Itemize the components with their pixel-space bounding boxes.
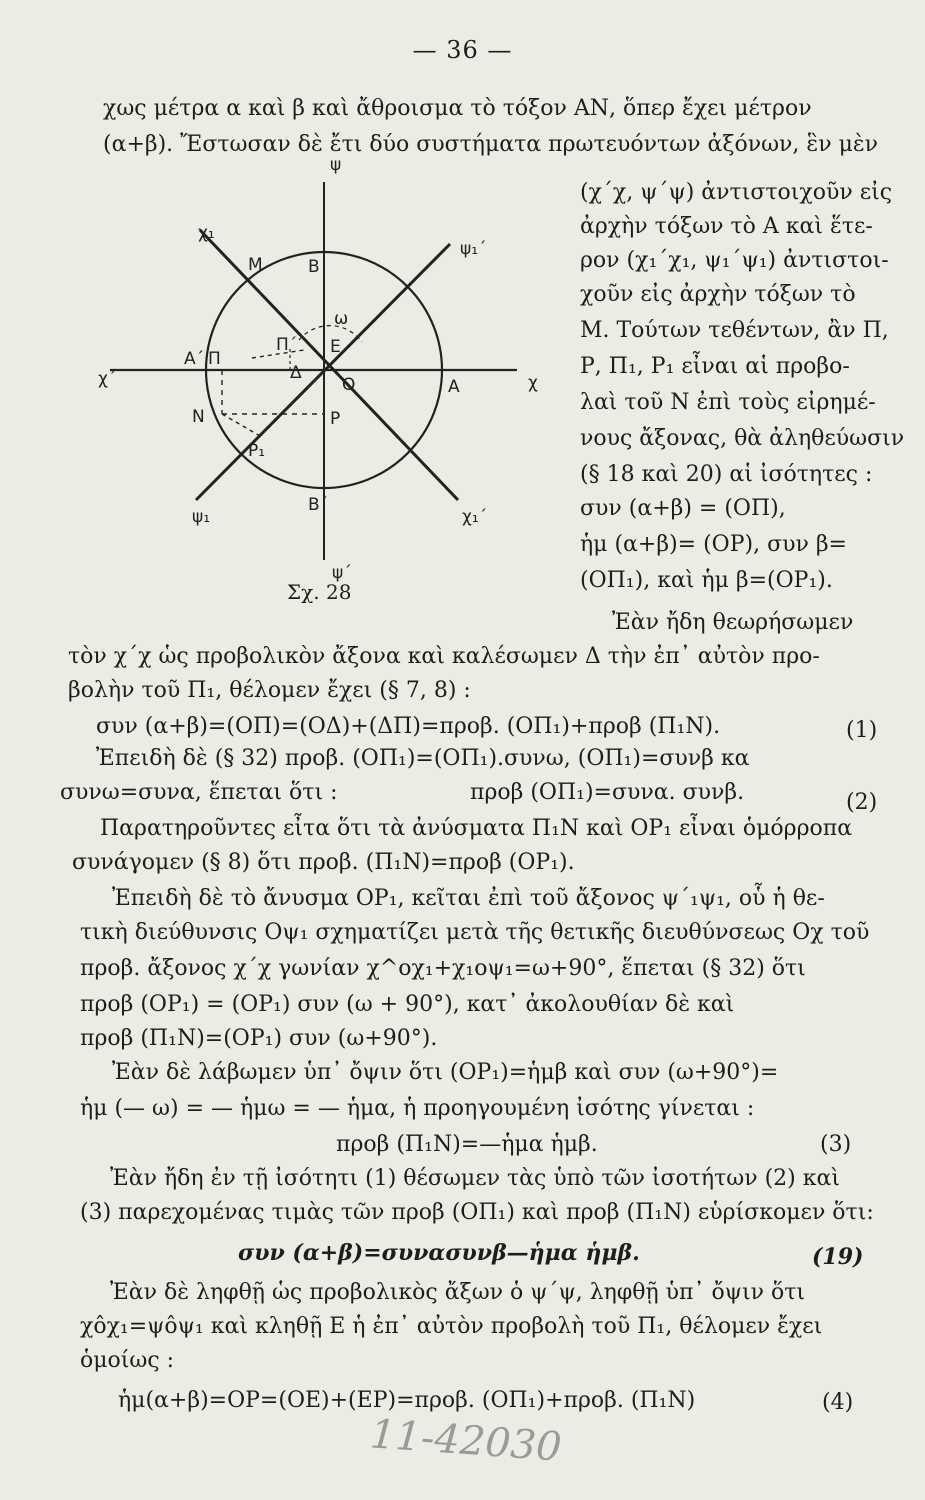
text-line: προβ (ΟΡ₁) = (ΟΡ₁) συν (ω + 90°), κατ᾽ ἀκολουθίαν δὲ καὶ xyxy=(80,992,735,1017)
side-text-line: Ρ, Π₁, Ρ₁ εἶναι αἱ προβο- xyxy=(580,354,850,379)
label-omega: ω xyxy=(334,309,349,329)
label-P: Ρ xyxy=(330,409,341,429)
equation-line: προβ (ΟΠ₁)=συνα. συνβ. xyxy=(470,780,745,805)
label-B-prime: Β΄ xyxy=(308,495,329,515)
label-chi-prime: χ΄ xyxy=(98,369,117,389)
equation-line: προβ (Π₁Ν)=—ἡμα ἡμβ. xyxy=(336,1132,598,1157)
equation-number: (2) xyxy=(846,790,878,815)
text-line: προβ (Π₁Ν)=(ΟΡ₁) συν (ω+90°). xyxy=(80,1026,438,1051)
equation-number: (3) xyxy=(820,1132,852,1157)
text-line: βολὴν τοῦ Π₁, θέλομεν ἔχει (§ 7, 8) : xyxy=(68,678,471,703)
figure-caption: Σχ. 28 xyxy=(287,580,352,604)
equation-number: (19) xyxy=(812,1244,864,1270)
text-line: Ἐὰν δὲ ληφθῇ ὡς προβολικὸς ἄξων ὁ ψ΄ψ, ληφθῇ ὑπ᾽ ὄψιν ὅτι xyxy=(110,1280,806,1305)
equation-number: (1) xyxy=(846,718,878,743)
label-A: Α xyxy=(448,377,460,397)
equation-number: (4) xyxy=(822,1390,854,1415)
projection-N-P1 xyxy=(222,414,260,436)
text-line: Ἐὰν ἤδη ἐν τῇ ἰσότητι (1) θέσωμεν τὰς ὑπὸ τῶν ἰσοτήτων (2) καὶ xyxy=(110,1166,840,1191)
side-text-line: λαὶ τοῦ Ν ἐπὶ τοὺς εἰρημέ- xyxy=(580,390,876,415)
label-N: Ν xyxy=(192,407,205,427)
label-Delta: Δ xyxy=(290,363,302,383)
text-line: Παρατηροῦντες εἶτα ὅτι τὰ ἀνύσματα Π₁Ν καὶ ΟΡ₁ εἶναι ὁμόρροπα xyxy=(100,816,853,841)
text-line: (α+β). Ἔστωσαν δὲ ἔτι δύο συστήματα πρωτευόντων ἀξόνων, ἓν μὲν xyxy=(103,132,879,157)
label-Pi: Π xyxy=(208,349,221,369)
equation-line: ἡμ(α+β)=ΟΡ=(ΟΕ)+(ΕΡ)=προβ. (ΟΠ₁)+προβ. (Π₁Ν) xyxy=(118,1388,696,1413)
text-line: Ἐὰν ἤδη θεωρήσωμεν xyxy=(612,610,854,635)
side-text-line: συν (α+β) = (ΟΠ), xyxy=(580,496,786,521)
side-text-line: (§ 18 καὶ 20) αἱ ἰσότητες : xyxy=(580,462,873,487)
label-A-prime: Α΄ xyxy=(184,349,205,369)
text-line: τικὴ διεύθυνσις Οψ₁ σχηματίζει μετὰ τῆς θετικῆς διευθύνσεως Οχ τοῦ xyxy=(80,920,870,945)
side-text-line: ρον (χ₁΄χ₁, ψ₁΄ψ₁) ἀντιστοι- xyxy=(580,248,889,273)
pencil-note: 11-42030 xyxy=(368,1411,564,1471)
label-M: Μ xyxy=(248,255,263,275)
side-text-line: ἀρχὴν τόξων τὸ Α καὶ ἕτε- xyxy=(580,214,873,239)
label-psi1-prime: ψ₁΄ xyxy=(460,239,487,259)
label-psi-prime: ψ΄ xyxy=(332,563,352,583)
text-line: προβ. ἄξονος χ΄χ γωνίαν χ^οχ₁+χ₁οψ₁=ω+90°, ἕπεται (§ 32) ὅτι xyxy=(80,956,806,981)
text-line: Ἐὰν δὲ λάβωμεν ὑπ᾽ ὄψιν ὅτι (ΟΡ₁)=ἡμβ καὶ συν (ω+90°)= xyxy=(112,1060,779,1085)
side-text-line: νους ἄξονας, θὰ ἀληθεύωσιν xyxy=(580,426,905,451)
label-chi1: χ₁ xyxy=(198,223,215,243)
equation-line: συν (α+β)=(ΟΠ)=(ΟΔ)+(ΔΠ)=προβ. (ΟΠ₁)+προβ (Π₁Ν). xyxy=(96,714,721,739)
text-line: χως μέτρα α καὶ β καὶ ἄθροισμα τὸ τόξον ΑΝ, ὅπερ ἔχει μέτρον xyxy=(103,96,812,121)
label-chi: χ xyxy=(528,373,538,393)
text-line: ἡμ (— ω) = — ἡμω = — ἡμα, ἡ προηγουμένη ἰσότης γίνεται : xyxy=(80,1096,755,1121)
side-text-line: ἡμ (α+β)= (ΟΡ), συν β= xyxy=(580,532,847,557)
text-line: συνω=συνα, ἕπεται ὅτι : xyxy=(60,780,338,805)
text-line: ὁμοίως : xyxy=(80,1348,175,1373)
text-line: Ἐπειδὴ δὲ (§ 32) προβ. (ΟΠ₁)=(ΟΠ₁).συνω, (ΟΠ₁)=συνβ κα xyxy=(96,746,750,771)
text-line: τὸν χ΄χ ὡς προβολικὸν ἄξονα καὶ καλέσωμεν Δ τὴν ἐπ᾽ αὐτὸν προ- xyxy=(68,644,820,669)
label-Pi-prime: Π΄ xyxy=(276,335,298,355)
label-E: Ε xyxy=(330,337,341,357)
label-O: Ο xyxy=(342,375,356,395)
label-psi: ψ xyxy=(330,155,342,175)
figure-circle-diagram xyxy=(98,152,552,602)
text-line: Ἐπειδὴ δὲ τὸ ἄνυσμα ΟΡ₁, κεῖται ἐπὶ τοῦ ἄξονος ψ΄₁ψ₁, οὗ ἡ θε- xyxy=(112,886,825,911)
page-number: — 36 — xyxy=(412,36,513,64)
side-text-line: χοῦν εἰς ἀρχὴν τόξων τὸ xyxy=(580,282,856,307)
label-P1: Ρ₁ xyxy=(248,441,266,461)
label-chi1-prime: χ₁΄ xyxy=(462,507,488,527)
side-text-line: Μ. Τούτων τεθέντων, ἂν Π, xyxy=(580,318,889,343)
side-text-line: (ΟΠ₁), καὶ ἡμ β=(ΟΡ₁). xyxy=(580,568,833,593)
text-line: (3) παρεχομένας τιμὰς τῶν προβ (ΟΠ₁) καὶ προβ (Π₁Ν) εὑρίσκομεν ὅτι: xyxy=(80,1200,874,1225)
theorem-equation: συν (α+β)=συνασυνβ—ἡμα ἡμβ. xyxy=(238,1240,640,1266)
text-line: χôχ₁=ψôψ₁ καὶ κληθῇ Ε ἡ ἐπ᾽ αὐτὸν προβολὴ τοῦ Π₁, θέλομεν ἔχει xyxy=(80,1314,823,1339)
label-B: Β xyxy=(308,257,320,277)
label-psi1: ψ₁ xyxy=(192,507,211,527)
side-text-line: (χ΄χ, ψ΄ψ) ἀντιστοιχοῦν εἰς xyxy=(580,180,893,205)
text-line: συνάγομεν (§ 8) ὅτι προβ. (Π₁Ν)=προβ (ΟΡ₁). xyxy=(72,850,575,875)
